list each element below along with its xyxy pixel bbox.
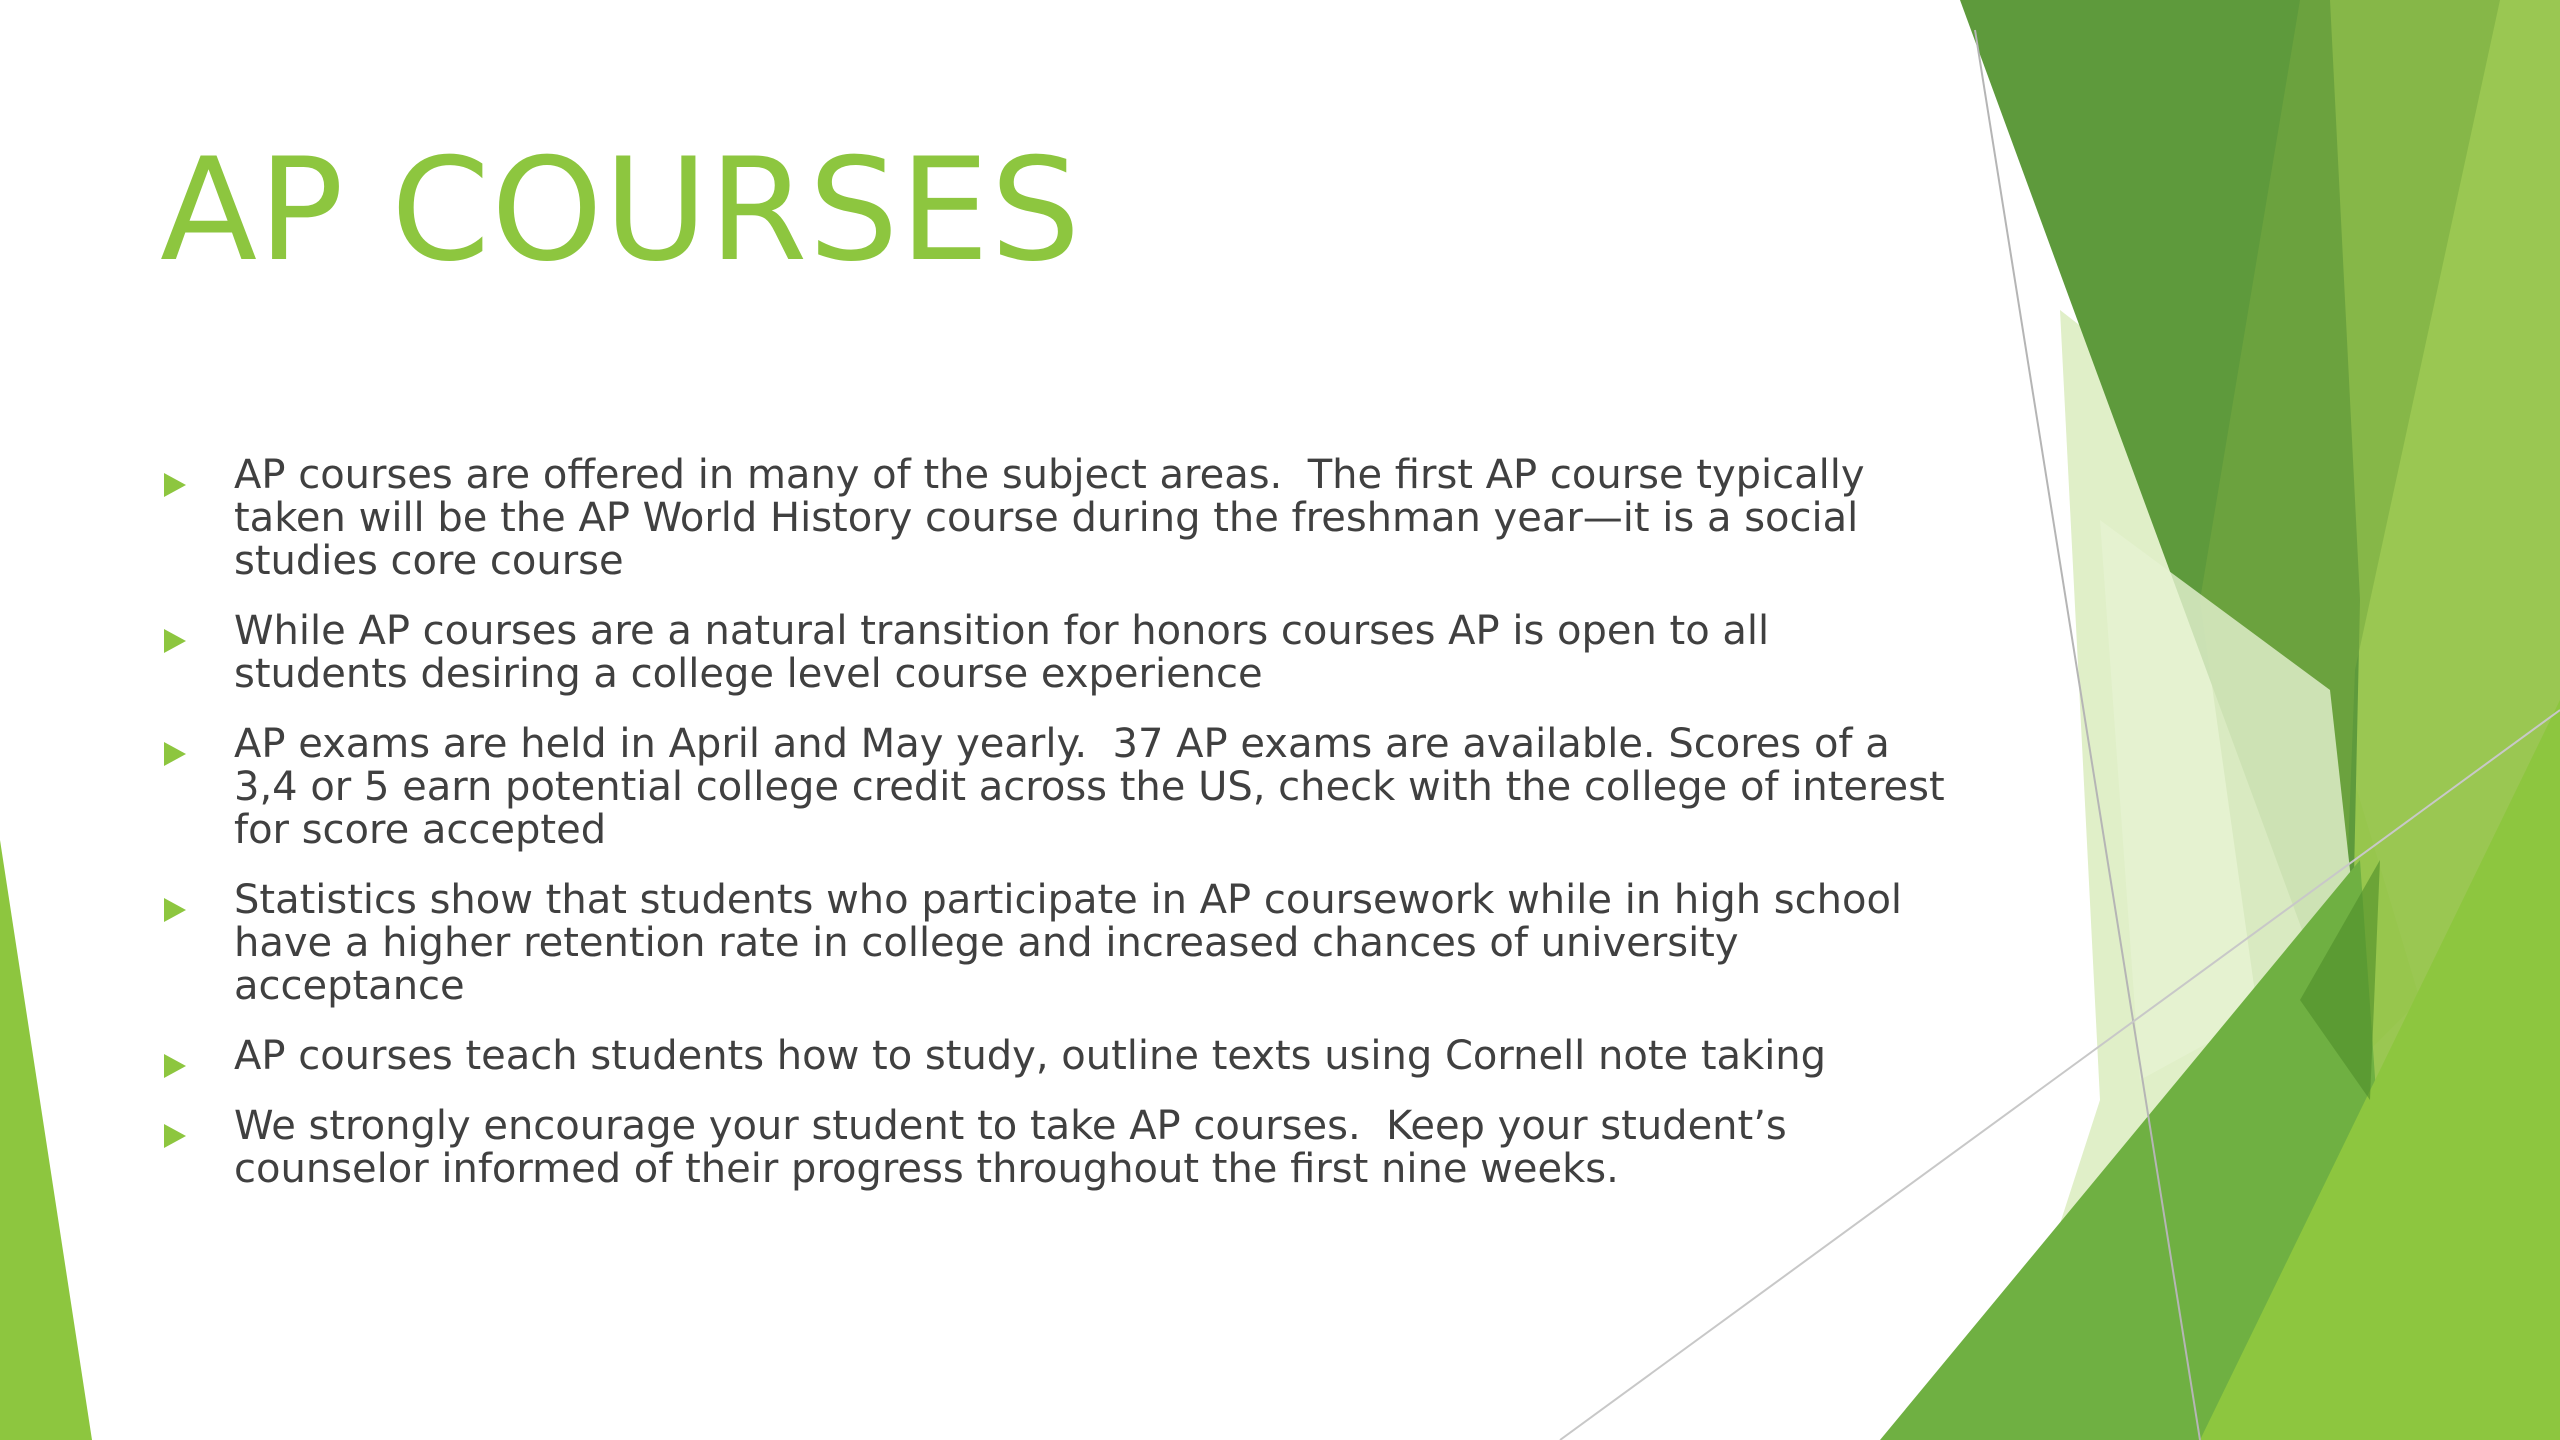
bullet-item <box>164 1035 1954 1078</box>
bullet-item <box>164 454 1954 583</box>
bullet-text: We strongly encourage your student to take AP courses. Keep your student’s counselor informed of their progress throughout the first nine weeks. <box>234 1103 1800 1192</box>
bullet-arrow-icon <box>164 1124 186 1148</box>
bullet-item <box>164 610 1954 696</box>
bullet-text: While AP courses are a natural transition for honors courses AP is open to all students desiring a college level course experience <box>234 608 1782 697</box>
bullet-arrow-icon <box>164 629 186 653</box>
bullet-list <box>164 452 1958 1218</box>
bullet-arrow-icon <box>164 898 186 922</box>
bullet-item <box>164 721 1958 853</box>
bullet-text: AP courses teach students how to study, outline texts using Cornell note taking <box>234 1033 1827 1079</box>
bullet-arrow-icon <box>164 1054 186 1078</box>
bullet-item <box>164 879 1954 1008</box>
bullet-arrow-icon <box>164 742 186 766</box>
slide-title: AP COURSES <box>160 128 1082 293</box>
bullet-arrow-icon <box>164 473 186 497</box>
shape-left-edge <box>0 840 92 1440</box>
bullet-text: Statistics show that students who participate in AP coursework while in high school have a higher retention rate in college and increased chances of university acceptance <box>234 877 1915 1009</box>
bullet-item <box>164 1105 1954 1191</box>
bullet-text: AP exams are held in April and May yearly. 37 AP exams are available. Scores of a 3,4 or 5 earn potential college credit across the US, check with the college of interest for score accepted <box>234 721 1958 853</box>
bullet-text: AP courses are offered in many of the subject areas. The first AP course typically taken will be the AP World History course during the freshman year—it is a social studies core course <box>234 452 1878 584</box>
